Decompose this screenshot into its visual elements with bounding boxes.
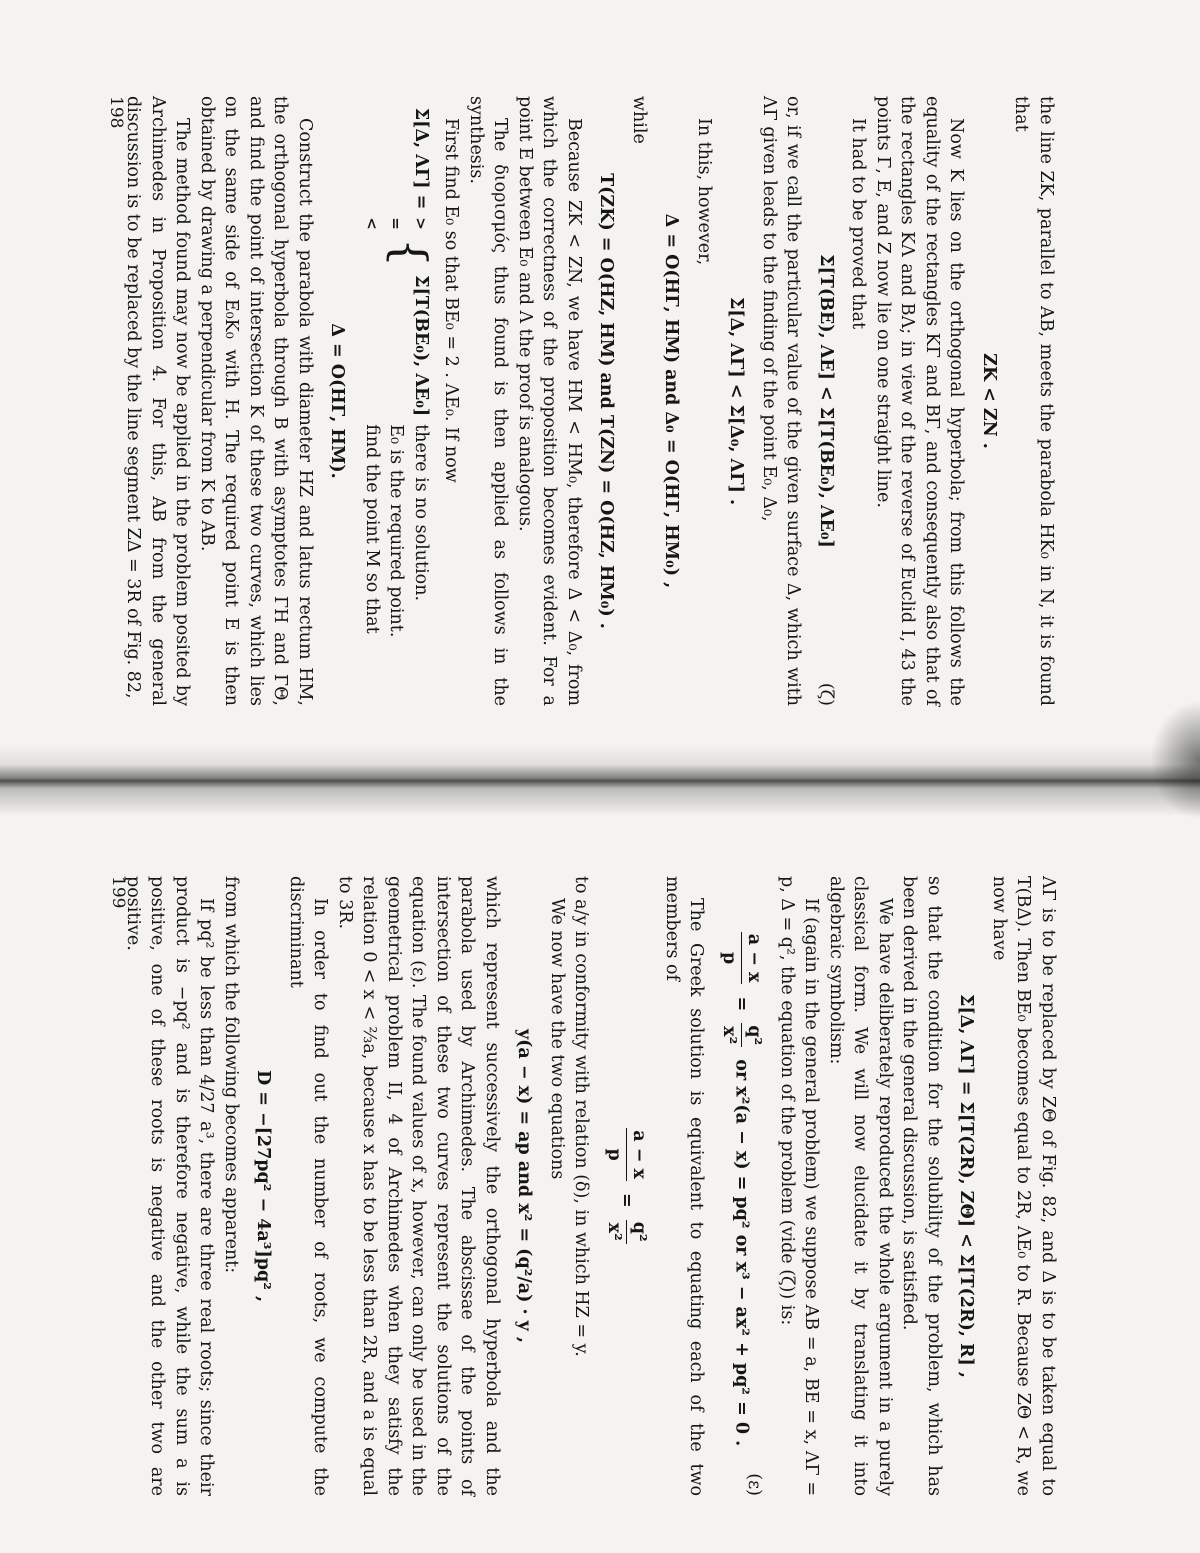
paragraph: ΛΓ is to be replaced by ZΘ of Fig. 82, and Δ is to be taken equal to T(BΔ). Then BE₀ becomes equal to 2R, ΛE₀ to R. Because ZΘ < R, we now have bbox=[989, 876, 1058, 1496]
paragraph: It had to be proved that bbox=[848, 118, 869, 330]
paragraph: First find E₀ so that BE₀ = 2 . ΛE₀. If now bbox=[441, 118, 462, 483]
paragraph: The method found may now be applied in the problem posited by Archimedes in Proposition 4. For this, AB from the general discussion is to be replaced by the line segment ZΔ = 3R of Fig. 82, bbox=[123, 96, 193, 706]
denominator: p bbox=[719, 951, 739, 965]
denominator: x² bbox=[604, 1222, 624, 1241]
equation-zk-zn: ZK < ZN . bbox=[979, 353, 999, 449]
case-option: there is no solution. bbox=[411, 424, 431, 602]
page-number: 198 bbox=[106, 96, 126, 129]
relation-eq: = bbox=[387, 217, 406, 230]
case-mid: Σ[T(BE₀), ΛE₀] bbox=[411, 275, 431, 417]
page-edge-shadow bbox=[1150, 700, 1200, 820]
denominator: p bbox=[604, 1148, 624, 1161]
case-relations bbox=[360, 217, 434, 230]
paragraph: In order to find out the number of roots, we compute the discriminant bbox=[286, 876, 331, 1496]
page-number: 199 bbox=[108, 876, 128, 909]
equation-body: Σ[T(BE), ΛE] < Σ[T(BE₀), ΛE₀] bbox=[816, 254, 836, 548]
fraction bbox=[602, 1128, 652, 1181]
relation-gt: > bbox=[412, 217, 430, 230]
equation-delta: Δ = O(HΓ, HM) and Δ₀ = O(HΓ, HM₀) , bbox=[661, 213, 682, 589]
paragraph: In this, however, bbox=[694, 118, 714, 266]
equation-sigma-2r: Σ[Δ, ΛΓ] = Σ[T(2R), ZΘ] < Σ[T(2R), R] , bbox=[956, 994, 977, 1378]
numerator: q² bbox=[626, 1220, 652, 1244]
denominator: x² bbox=[719, 1026, 739, 1045]
page-199 bbox=[110, 876, 1060, 1496]
paragraph: or, if we call the particular value of the given surface Δ, which with ΛΓ given leads to the finding of the point E₀, Δ₀, bbox=[759, 96, 804, 706]
numerator: a − x bbox=[741, 932, 767, 985]
numerator: a − x bbox=[626, 1128, 652, 1181]
equation-tag: (ε) bbox=[744, 1473, 765, 1496]
book-spine-shadow bbox=[0, 744, 1200, 816]
paragraph: from which the following becomes apparent: bbox=[221, 876, 241, 1274]
equation-epsilon: a − x p = q² x² or x²(a − x) = pq² or x³ − ax² + pq² = 0 . (ε) bbox=[709, 876, 775, 1496]
paragraph: Construct the parabola with diameter HZ and latus rectum HM, the orthogonal hyperbola through B with asymptotes ΓH and ΓΘ, and find the point of intersection K of these two curves, which lies on the same side of E₀K₀ with H. The required point E is then obtained by drawing a perpendicular from K to AB. bbox=[197, 96, 315, 706]
fraction bbox=[602, 1220, 652, 1244]
equation-tag: (ζ) bbox=[816, 682, 836, 706]
case-options bbox=[360, 424, 434, 694]
paragraph: while bbox=[629, 96, 649, 144]
paragraph: We have deliberately reproduced the whole argument in a purely classical form. We will now elucidate it by translating it into algebraic symbolism: bbox=[826, 876, 895, 1496]
paragraph: The διορισμός thus found is then applied as follows in the synthesis. bbox=[466, 96, 511, 706]
case-analysis bbox=[358, 96, 440, 706]
fraction bbox=[717, 1023, 767, 1047]
equation-two: y(a − x) = ap and x² = (q²/a) · y , bbox=[514, 1028, 535, 1344]
paragraph: which represent successively the orthogonal hyperbola and the parabola used by Archimedes. The abscissae of the points of intersection of these two curves represent the solutions of the equation (ε). The found values of x, however, can only be used in the geometrical problem II, 4 of Archimedes when they satisfy the relation 0 < x < ⅔a, because x has to be less than 2R, and a is equal to 3R. bbox=[335, 876, 502, 1496]
case-option: E₀ is the required point. bbox=[386, 424, 407, 638]
equation-rest: or x²(a − x) = pq² or x³ − ax² + pq² = 0 . bbox=[732, 1059, 752, 1447]
fraction bbox=[717, 932, 767, 985]
relation-lt: < bbox=[363, 217, 381, 230]
equation-zeta bbox=[806, 96, 847, 706]
paragraph: to a/y in conformity with relation (δ), in which HZ = y. bbox=[571, 876, 592, 1357]
paragraph: Now K lies on the orthogonal hyperbola; from this follows the equality of the rectangles KΓ and BΓ, and consequently also that of the rectangles KΛ and BΛ; in view of the reverse of Euclid I, 43 the points Γ, E, and Z now lie on one straight line. bbox=[873, 96, 967, 706]
equation-fraction: a − x p = q² x² bbox=[594, 876, 660, 1496]
paragraph: The Greek solution is equivalent to equating each of the two members of bbox=[662, 876, 707, 1496]
equation-delta-m: Δ = O(HΓ, HM). bbox=[327, 323, 348, 479]
paragraph: Because ZK < ZN, we have HM < HM₀, therefore Δ < Δ₀, from which the correctness of the proposition becomes evident. For a point E between E₀ and Λ the proof is analogous. bbox=[515, 96, 584, 706]
paragraph: the line ZK, parallel to AB, meets the parabola HK₀ in N, it is found that bbox=[1011, 96, 1056, 706]
paragraph: If (again in the general problem) we suppose AB = a, BE = x, ΛΓ = p, Δ = q², the equation of the problem (vide (ζ)) is: bbox=[777, 876, 822, 1496]
paragraph: If pq² be less than 4/27 a³, there are three real roots; since their product is −pq² and is therefore negative, while the sum a is positive, one of these roots is negative and the other two are positive. bbox=[123, 876, 217, 1496]
equation-sigma: Σ[Δ, ΛΓ] < Σ[Δ₀, ΛΓ] . bbox=[726, 296, 747, 506]
paragraph: so that the condition for the solubility of the problem, which has been derived in the general discussion, is satisfied. bbox=[899, 876, 944, 1496]
equation-discriminant: D = −[27pq² − 4a³]pq² , bbox=[253, 1069, 274, 1303]
equation-t: T(ZK) = O(HZ, HM) and T(ZN) = O(HZ, HM₀) . bbox=[596, 173, 617, 629]
page-198 bbox=[108, 96, 1058, 706]
brace-icon: { bbox=[383, 237, 437, 268]
numerator: q² bbox=[741, 1023, 767, 1047]
case-left: Σ[Δ, ΛΓ] = bbox=[411, 107, 431, 210]
case-option: find the point M so that bbox=[362, 424, 382, 634]
paragraph: We now have the two equations bbox=[547, 898, 567, 1180]
